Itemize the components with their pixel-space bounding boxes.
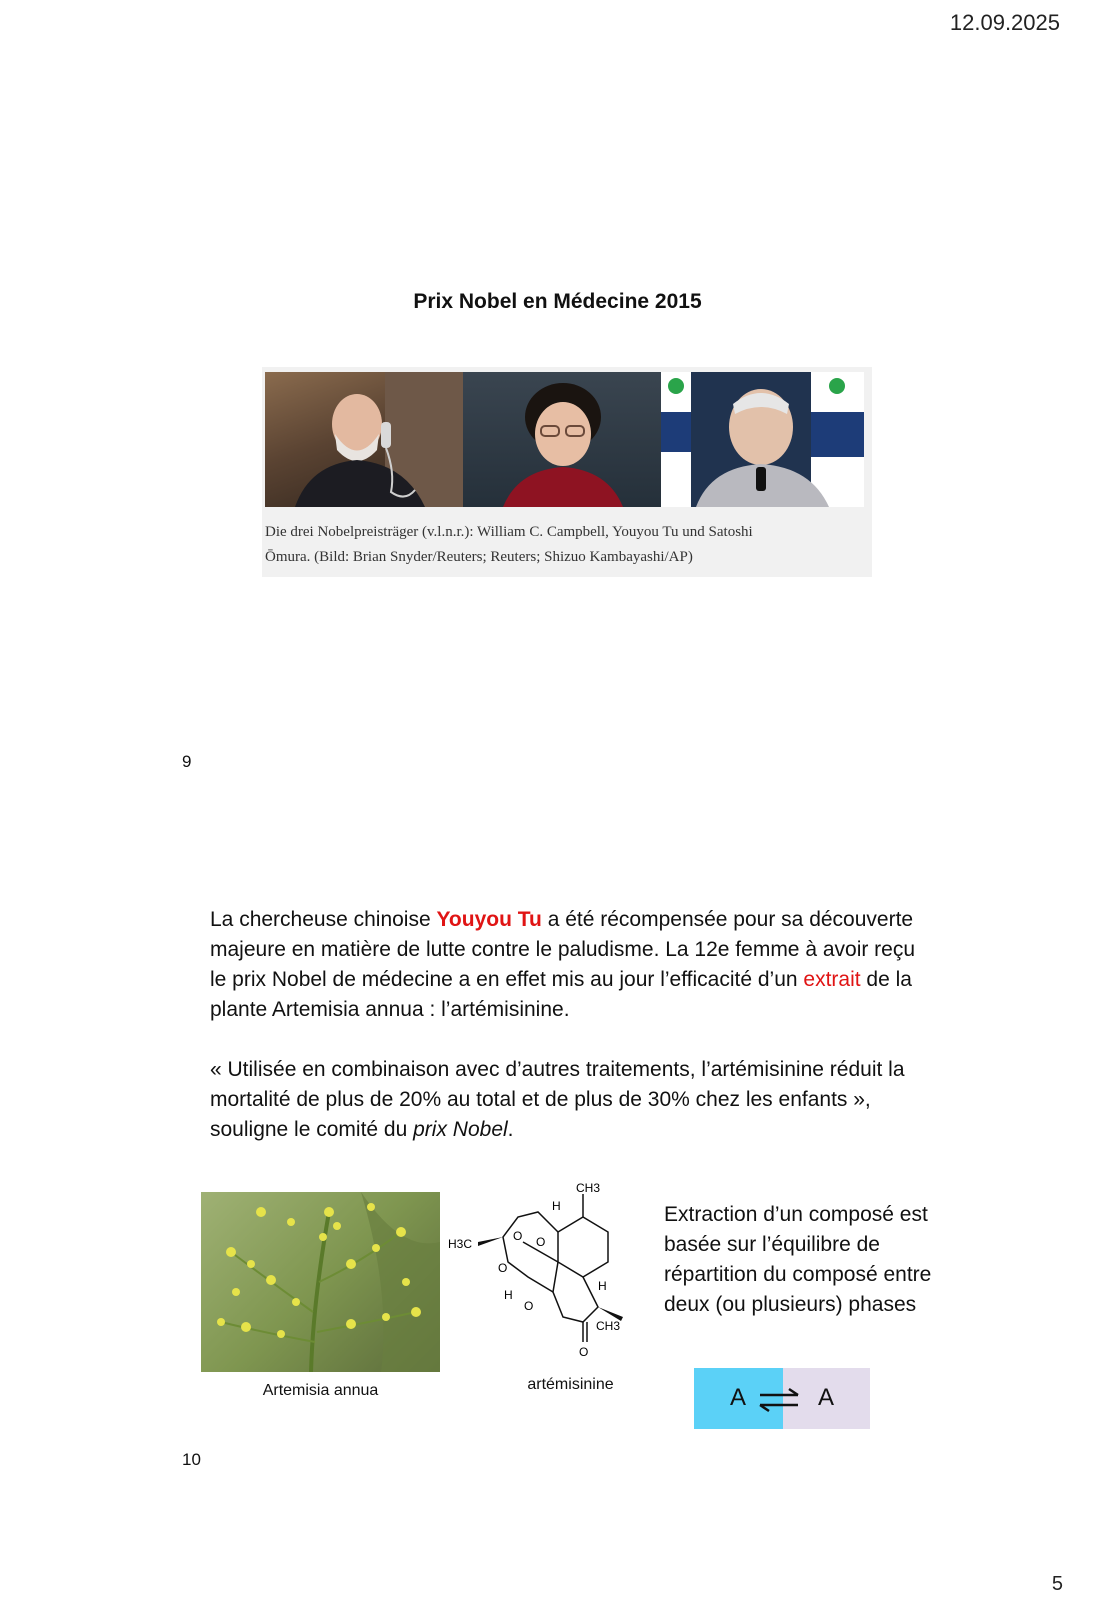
highlight-youyou-tu: Youyou Tu [436, 908, 542, 931]
artemisinin-structure [448, 1182, 648, 1372]
plant-caption: Artemisia annua [262, 1382, 379, 1399]
photo-caption [265, 520, 865, 570]
slide-number-9: 9 [182, 752, 192, 771]
label-ch3-top: CH3 [576, 1182, 601, 1195]
photo-caption-line-1: Die drei Nobelpreisträger (v.l.n.r.): William C. Campbell, Youyou Tu und Satoshi [265, 524, 753, 540]
photo-omura [661, 372, 864, 507]
text: . [507, 1118, 514, 1141]
photo-youyou-tu [463, 372, 661, 507]
highlight-extrait: extrait [803, 968, 861, 991]
paragraph-1 [210, 905, 930, 1025]
nobel-laureates-photo [262, 367, 872, 577]
page-number: 5 [1051, 1573, 1063, 1595]
label-ch3-bottom: CH3 [596, 1319, 621, 1333]
date: 12.09.2025 [949, 10, 1060, 35]
equilibrium-arrows-icon [756, 1386, 802, 1414]
label-o-2: O [536, 1235, 546, 1249]
slide-number-10: 10 [182, 1450, 201, 1469]
label-o-1: O [513, 1229, 523, 1243]
photo-caption-line-2: Ōmura. (Bild: Brian Snyder/Reuters; Reuters; Shizuo Kambayashi/AP) [265, 549, 693, 565]
text: de la plante Artemisia annua : l’artémisinine. [210, 968, 912, 1021]
slide-title: Prix Nobel en Médecine 2015 [413, 290, 702, 313]
photo-campbell [265, 372, 463, 507]
label-h-left: H [504, 1288, 513, 1302]
text: a été récompensée pour sa découverte majeure en matière de lutte contre le paludisme. La 12e femme à avoir reçu le prix Nobel de médecine a en effet mis au jour l’efficacité d’un [210, 908, 916, 991]
compound-a-right: A [818, 1384, 835, 1411]
label-h-right: H [598, 1279, 607, 1293]
label-h3c: H3C [448, 1237, 473, 1251]
label-h-top: H [552, 1199, 561, 1213]
slide2-body [210, 905, 930, 1175]
label-o-3: O [498, 1261, 508, 1275]
prix-nobel-italic: prix Nobel [413, 1118, 508, 1141]
compound-a-left: A [730, 1384, 747, 1411]
text: « Utilisée en combinaison avec d’autres traitements, l’artémisinine réduit la mortalité de plus de 20% au total et de plus de 30% chez les enfants », souligne le comité du [210, 1058, 905, 1141]
label-o-4: O [524, 1299, 534, 1313]
equilibrium-diagram [694, 1368, 870, 1429]
label-o-bottom: O [579, 1345, 589, 1359]
text: La chercheuse chinoise [210, 908, 437, 931]
paragraph-2 [210, 1055, 930, 1145]
artemisia-photo [201, 1192, 440, 1372]
extraction-text: Extraction d’un composé est basée sur l’équilibre de répartition du composé entre deux (ou plusieurs) phases [664, 1203, 932, 1316]
structure-caption: artémisinine [527, 1376, 614, 1393]
